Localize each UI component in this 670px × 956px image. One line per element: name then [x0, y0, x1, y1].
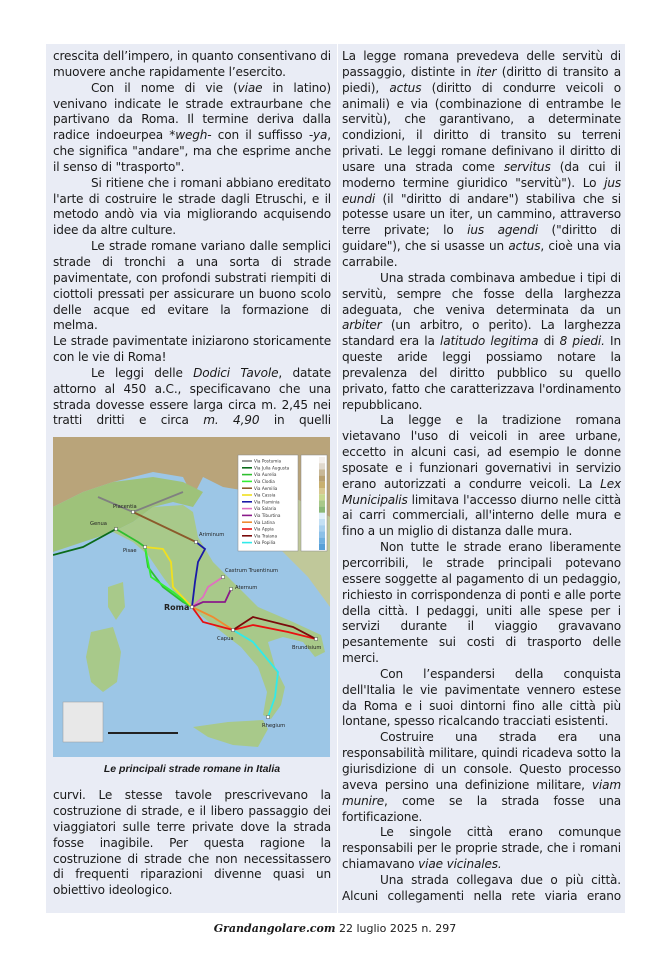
- city-label-aternum: Aternum: [235, 585, 258, 592]
- italic-term: iter: [476, 64, 497, 79]
- figure-caption: Le principali strade romane in Italia: [103, 763, 281, 776]
- italic-term: m. 4,90: [203, 413, 260, 428]
- city-marker: [315, 638, 318, 641]
- text-run: Le strade romane variano dalle semplici strade di tronchi a una sorta di strade pavimentate, con profondi substrati riempiti di ciottoli pressati per assicurare un buono scolo delle acque ed evitare la formazione di melma.: [53, 239, 331, 333]
- text-run: ("diritto di guidare"), che si usasse un: [342, 223, 622, 254]
- colorbar-band: [319, 501, 325, 507]
- city-label-pisae: Pisae: [123, 548, 137, 555]
- legend-label: Via Clodia: [254, 479, 275, 485]
- paragraph: [342, 413, 621, 540]
- legend-label: Via Appia: [254, 526, 274, 532]
- colorbar-band: [319, 457, 325, 463]
- right-column: [338, 44, 625, 913]
- left-column-text-bottom: [53, 788, 331, 899]
- city-marker: [191, 606, 194, 609]
- text-run: In queste aride leggi possiamo notare la prevalenza del diritto pubblico su quello privato, fatto che caratterizzava l'ordinamento repubblicano.: [342, 334, 621, 412]
- paragraph: [53, 239, 331, 334]
- text-run: Una strada collegava due o più città. Alcuni collegamenti nella rete viaria erano: [342, 872, 621, 903]
- italic-term: arbiter: [342, 318, 382, 333]
- legend-label: Via Julia Augusta: [254, 465, 290, 471]
- colorbar-band: [319, 538, 325, 544]
- text-run: in quelli: [259, 413, 331, 428]
- city-marker: [195, 541, 198, 544]
- footer-issue: 22 luglio 2025 n. 297: [335, 921, 457, 935]
- legend-label: Via Tiburtina: [254, 513, 281, 519]
- paragraph: [53, 81, 331, 176]
- elevation-colorbar: [301, 455, 327, 551]
- italic-term: viam munire: [342, 777, 621, 808]
- colorbar-band: [319, 476, 325, 482]
- italic-term: 8 piedi.: [559, 334, 605, 349]
- text-run: curvi. Le stesse tavole prescrivevano la costruzione di strade, e il libero passaggio dei viaggiatori sulle terre private dove la strada fosse inagibile. Per questa ragione la costruzione di strade che non necessitassero di frequenti riparazioni divenne quasi un obiettivo ideologico.: [53, 788, 331, 898]
- legend-label: Via Traiana: [254, 533, 278, 539]
- legend-label: Via Flaminia: [254, 499, 280, 505]
- italic-term: Dodici Tavole: [193, 365, 279, 380]
- text-run: Le leggi delle: [91, 365, 194, 380]
- paragraph: [53, 366, 331, 429]
- colorbar-band: [319, 532, 325, 538]
- paragraph: [342, 667, 621, 730]
- right-column-text: [342, 49, 621, 905]
- text-run: (un arbitro, o perito). La larghezza standard era la: [342, 318, 621, 349]
- text-run: (diritto di transito a piedi),: [342, 64, 622, 95]
- city-marker: [144, 546, 147, 549]
- left-column: [46, 44, 337, 913]
- legend-label: Via Cassia: [254, 492, 276, 498]
- colorbar-band: [319, 519, 325, 525]
- italic-term: Lex Municipalis: [342, 476, 621, 507]
- colorbar-band: [319, 544, 325, 550]
- legend-label: Via Aurelia: [254, 472, 277, 478]
- italic-term: actus: [508, 239, 541, 254]
- text-run: Costruire una strada era una responsabilità militare, quindi ricadeva sotto la giurisdizione di un console. Questo processo aveva persino una definizione militare,: [342, 730, 621, 792]
- text-run: (diritto di condurre veicoli o animali) e via (combinazione di entrambe le servitù), che garantivano, a determinate condizioni, il diritto di transito su terreni privati. Le leggi romane definivano il diritto di usare una strada come: [342, 80, 621, 174]
- italic-term: ius agendi: [467, 223, 538, 238]
- text-run: Le singole città erano comunque responsabili per le proprie strade, che i romani chiamavano: [342, 825, 621, 872]
- paragraph: [342, 271, 621, 414]
- city-label-roma: Roma: [164, 603, 190, 613]
- city-marker: [222, 576, 225, 579]
- paragraph: [342, 873, 621, 905]
- text-run: La legge romana prevedeva delle servitù di passaggio, distinte in: [342, 49, 621, 79]
- legend-label: Via Salaria: [254, 506, 277, 512]
- text-run: di: [538, 334, 560, 349]
- text-run: Con il nome di vie (: [91, 80, 238, 95]
- text-run: , cioè una via carrabile.: [342, 239, 621, 269]
- text-run: (da cui il moderno termine giuridico "servitù"). Lo: [342, 159, 621, 190]
- city-label-capua: Capua: [217, 636, 234, 643]
- text-run: Si ritiene che i romani abbiano ereditato l'arte di costruire le strade dagli Etruschi, e il metodo andò via via migliorando acquisendo idee da altre culture.: [53, 175, 331, 238]
- city-marker: [230, 588, 233, 591]
- paragraph: [53, 334, 331, 366]
- paragraph: [342, 540, 621, 667]
- page-footer: [0, 913, 670, 956]
- paragraph: [53, 788, 331, 899]
- legend-label: Via Aemilia: [254, 486, 278, 492]
- text-run: , come se la strada fosse una fortificazione.: [342, 793, 621, 824]
- text-run: limitava l'accesso diurno nelle città ai carri commerciali, all'interno delle mura e fino a un miglio di distanza dalle mura.: [342, 492, 621, 539]
- paragraph: [342, 730, 621, 825]
- text-run: crescita dell’impero, in quanto consentivano di muovere anche rapidamente l’esercito.: [53, 49, 331, 79]
- italic-term: wegh-: [175, 128, 212, 143]
- legend-label: Via Postumia: [254, 458, 282, 464]
- footer-brand: Grandangolare.com: [213, 921, 336, 935]
- text-run: Le strade pavimentate iniziarono storicamente con le vie di Roma!: [53, 334, 331, 365]
- colorbar-band: [319, 482, 325, 488]
- city-label-placentia: Placentia: [113, 504, 137, 511]
- city-marker: [115, 528, 118, 531]
- colorbar-band: [319, 513, 325, 519]
- italic-term: viae vicinales.: [418, 857, 502, 872]
- italic-term: -ya: [308, 128, 328, 143]
- italic-term: viae: [237, 80, 263, 95]
- text-run: , datate attorno al 450 a.C., specificavano che una strada dovesse essere larga circa m. 2,45 nei tratti dritti e circa: [53, 365, 331, 428]
- italic-term: jus eundi: [342, 175, 621, 206]
- text-run: La legge e la tradizione romana vietavano l'uso di veicoli in aree urbane, eccetto in alcuni casi, ad esempio le donne sposate e i funzionari governativi in servizio erano autorizzati a condurre veicoli. La: [342, 413, 621, 491]
- colorbar-band: [319, 525, 325, 531]
- city-label-castrum: Castrum Truentinum: [225, 568, 279, 575]
- inset-europe-map: [63, 702, 103, 742]
- paragraph: [53, 176, 331, 239]
- text-run: (il "diritto di andare") stabiliva che si potesse usare un iter, un cammino, attraverso terre private; lo: [342, 191, 621, 238]
- text-run: , che significa "andare", ma che esprime anche il senso di "trasporto".: [53, 128, 331, 174]
- text-run: Una strada combinava ambedue i tipi di servitù, sempre che fosse della larghezza adeguata, che veniva determinata da un: [342, 270, 621, 317]
- city-label-brundisium: Brundisium: [292, 645, 322, 652]
- colorbar-band: [319, 507, 325, 513]
- city-marker: [267, 716, 270, 719]
- text-run: Non tutte le strade erano liberamente percorribili, le strade principali potevano essere soggette al pagamento di un pedaggio, richiesto in corrispondenza di ponti e alle porte della città. I pedaggi, uniti alle spese per i servizi durante il viaggio gravavano pesantemente sui costi di trasporto delle merci.: [342, 540, 621, 666]
- paragraph: [342, 825, 621, 873]
- city-label-genua: Genua: [90, 521, 107, 528]
- text-run: in latino) venivano indicate le strade extraurbane che partivano da Roma. Il termine deriva dalla radice indoeurpea *: [53, 80, 331, 143]
- city-marker: [232, 629, 235, 632]
- city-label-ariminum: Ariminum: [199, 532, 225, 539]
- colorbar-band: [319, 463, 325, 469]
- italic-term: servitus: [503, 159, 551, 174]
- italic-term: actus: [389, 80, 422, 95]
- left-column-text-top: [53, 49, 331, 429]
- legend-label: Via Popilia: [254, 540, 276, 546]
- city-marker: [132, 511, 135, 514]
- article-body: [46, 0, 625, 913]
- city-label-rhegium: Rhegium: [262, 723, 286, 730]
- colorbar-band: [319, 494, 325, 500]
- text-run: con il suffisso: [211, 128, 309, 143]
- text-run: Con l’espandersi della conquista dell'Italia le vie pavimentate vennero estese da Roma e i suoi dintorni fino alle città più lontane, spesso ricalcando tracciati esistenti.: [342, 666, 621, 729]
- colorbar-band: [319, 488, 325, 494]
- colorbar-band: [319, 470, 325, 476]
- legend-label: Via Latina: [254, 520, 275, 526]
- paragraph: [342, 49, 621, 271]
- paragraph: [53, 49, 331, 81]
- scale-bar: [108, 732, 178, 734]
- italic-term: latitudo legitima: [440, 334, 539, 349]
- roman-roads-map: [53, 437, 330, 757]
